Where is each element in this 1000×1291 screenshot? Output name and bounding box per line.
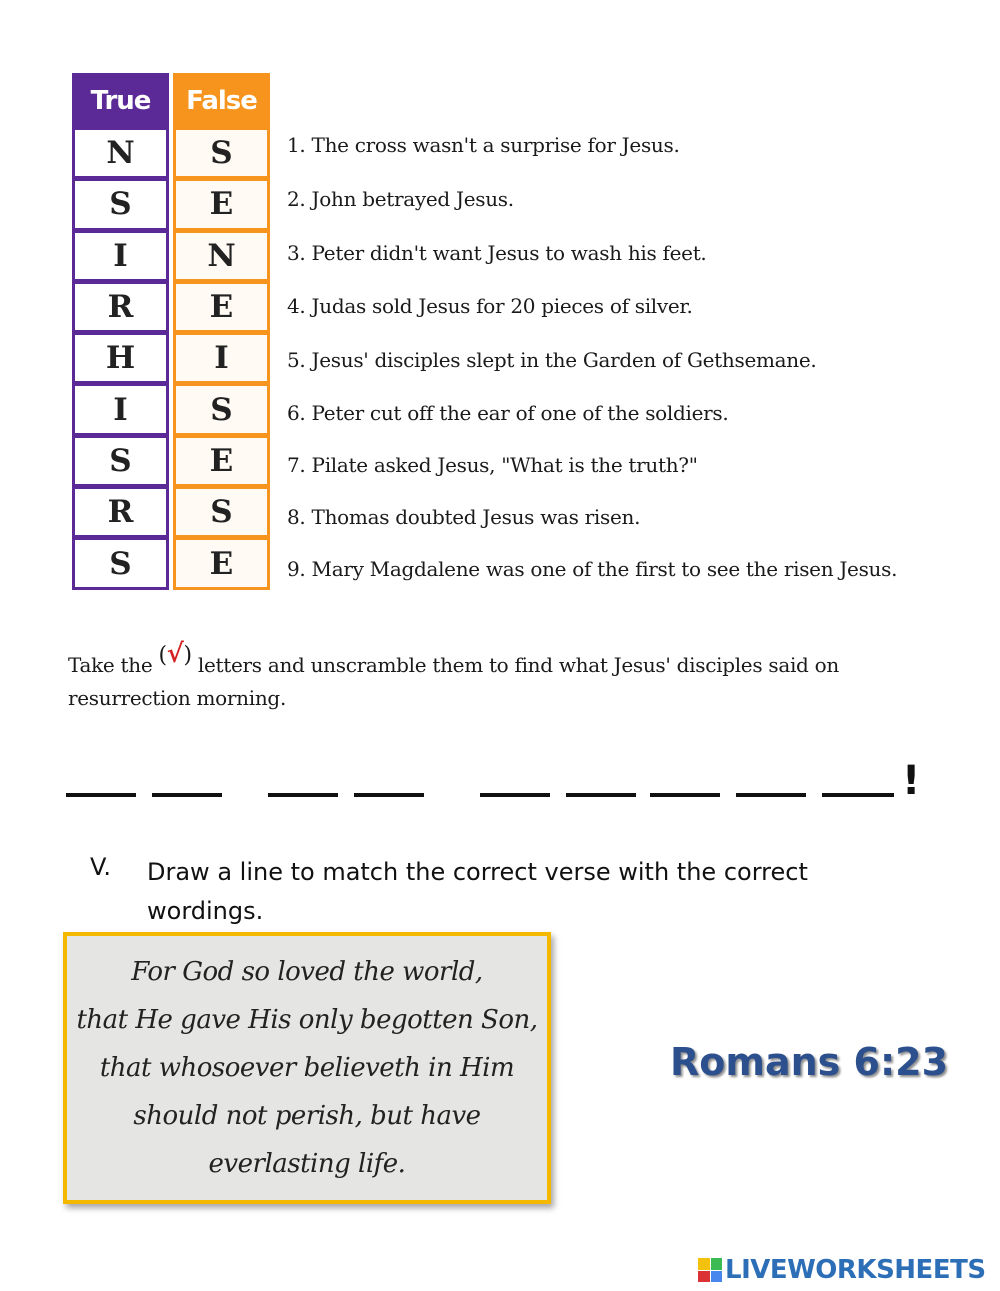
table-row (72, 231, 272, 282)
section-instruction: Draw a line to match the correct verse with the correct wordings. (147, 858, 808, 925)
true-cell-1[interactable]: N (72, 128, 169, 179)
exclamation-mark: ! (902, 758, 921, 804)
statement-3: 3. Peter didn't want Jesus to wash his feet. (287, 241, 707, 265)
table-row (72, 487, 272, 538)
table-row (72, 333, 272, 384)
statement-7: 7. Pilate asked Jesus, "What is the truth?" (287, 453, 698, 477)
answer-blank[interactable] (268, 793, 338, 797)
logo-square (698, 1271, 710, 1283)
answer-blank[interactable] (354, 793, 424, 797)
true-cell-2[interactable]: S (72, 179, 169, 230)
verse-text (76, 948, 537, 1188)
false-cell-7[interactable]: E (173, 436, 270, 487)
verse-line: should not perish, but have (133, 1101, 481, 1131)
true-cell-9[interactable]: S (72, 538, 169, 589)
table-header (72, 73, 272, 128)
verse-reference[interactable]: Romans 6:23 (670, 1040, 949, 1084)
verse-line: everlasting life. (208, 1149, 406, 1179)
statement-9: 9. Mary Magdalene was one of the first to see the risen Jesus. (287, 557, 898, 581)
false-cell-3[interactable]: N (173, 231, 270, 282)
statement-5: 5. Jesus' disciples slept in the Garden of Gethsemane. (287, 348, 817, 372)
true-cell-6[interactable]: I (72, 384, 169, 435)
verse-line: that He gave His only begotten Son, (76, 1005, 538, 1035)
false-cell-8[interactable]: S (173, 487, 270, 538)
table-row (72, 179, 272, 230)
close-paren: ) (183, 643, 192, 668)
answer-blank[interactable] (152, 793, 222, 797)
answer-blank[interactable] (566, 793, 636, 797)
true-cell-3[interactable]: I (72, 231, 169, 282)
logo-text: LIVEWORKSHEETS (725, 1255, 986, 1285)
table-row (72, 128, 272, 179)
true-cell-8[interactable]: R (72, 487, 169, 538)
true-cell-5[interactable]: H (72, 333, 169, 384)
false-cell-9[interactable]: E (173, 538, 270, 589)
true-cell-4[interactable]: R (72, 282, 169, 333)
false-cell-2[interactable]: E (173, 179, 270, 230)
unscramble-instruction (68, 639, 928, 714)
checkmark-icon: √ (166, 639, 184, 669)
verse-line: that whosoever believeth in Him (99, 1053, 515, 1083)
answer-blank[interactable] (736, 793, 806, 797)
logo-square (711, 1258, 723, 1270)
instruction-after: letters and unscramble them to find what Jesus' disciples said on resurrection morning. (68, 653, 839, 710)
liveworksheets-logo (698, 1255, 986, 1285)
true-false-table (72, 73, 272, 590)
table-row (72, 384, 272, 435)
statement-4: 4. Judas sold Jesus for 20 pieces of silver. (287, 294, 693, 318)
open-paren: ( (158, 643, 167, 668)
verse-line: For God so loved the world, (131, 957, 483, 987)
answer-blank[interactable] (480, 793, 550, 797)
logo-square (711, 1271, 723, 1283)
false-cell-4[interactable]: E (173, 282, 270, 333)
statement-2: 2. John betrayed Jesus. (287, 187, 514, 211)
false-cell-5[interactable]: I (173, 333, 270, 384)
logo-square (698, 1258, 710, 1270)
false-header: False (173, 73, 270, 128)
statement-8: 8. Thomas doubted Jesus was risen. (287, 505, 641, 529)
statement-1: 1. The cross wasn't a surprise for Jesus. (287, 133, 680, 157)
table-row (72, 282, 272, 333)
answer-blank[interactable] (66, 793, 136, 797)
true-header: True (72, 73, 169, 128)
section-number: V. (90, 853, 111, 881)
logo-icon (698, 1258, 722, 1282)
false-cell-6[interactable]: S (173, 384, 270, 435)
answer-blank[interactable] (650, 793, 720, 797)
table-row (72, 436, 272, 487)
answer-blank[interactable] (822, 793, 894, 797)
true-cell-7[interactable]: S (72, 436, 169, 487)
statement-6: 6. Peter cut off the ear of one of the soldiers. (287, 401, 729, 425)
table-row (72, 538, 272, 589)
false-cell-1[interactable]: S (173, 128, 270, 179)
verse-card[interactable] (63, 932, 551, 1204)
instruction-before: Take the (68, 653, 153, 677)
